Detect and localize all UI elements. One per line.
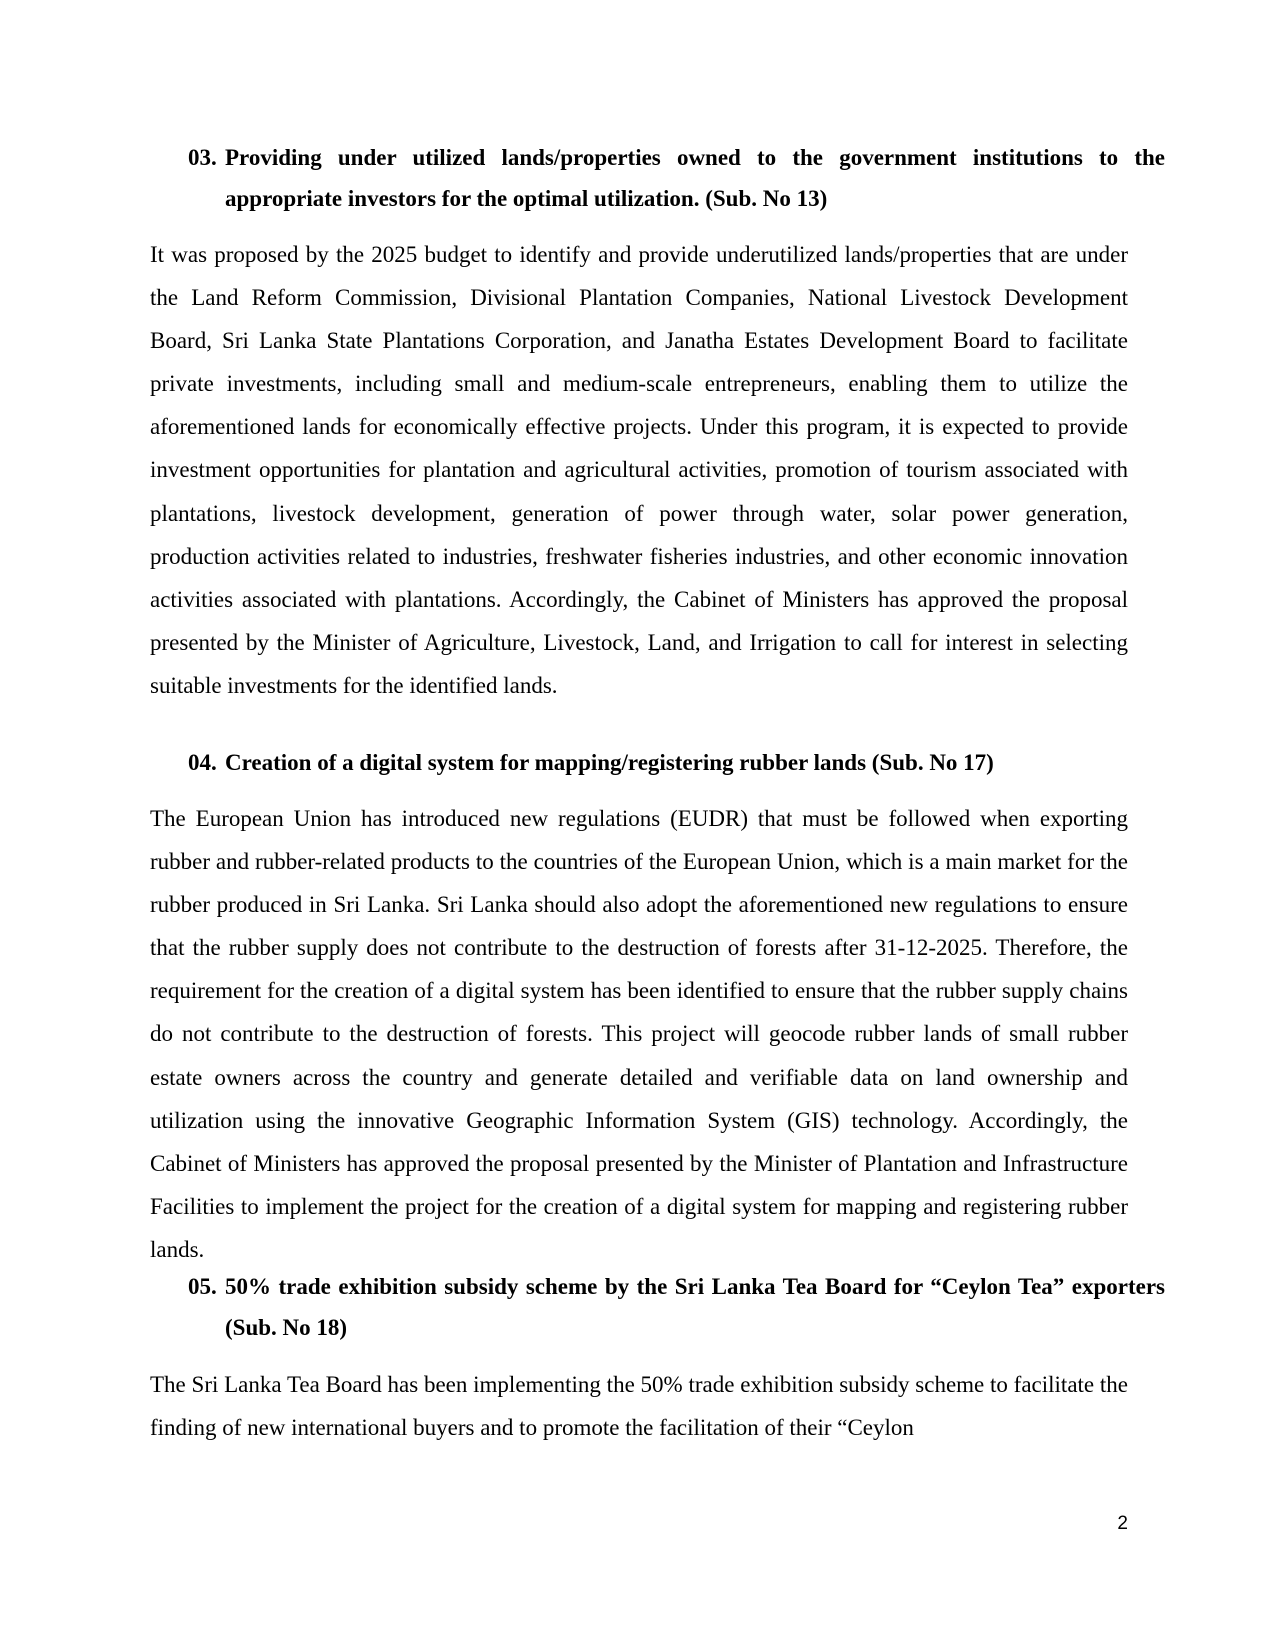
section-title: Creation of a digital system for mapping/registering rubber lands (Sub. No 17) (225, 750, 994, 775)
section-title: Providing under utilized lands/properties owned to the government institutions to the appropriate investors for the optimal utilization. (Sub. No 13) (225, 145, 1165, 211)
section-title: 50% trade exhibition subsidy scheme by the Sri Lanka Tea Board for “Ceylon Tea” exporters (Sub. No 18) (225, 1274, 1165, 1340)
section-body-04: The European Union has introduced new regulations (EUDR) that must be followed when exporting rubber and rubber-related products to the countries of the European Union, which is a main market for the rubber produced in Sri Lanka. Sri Lanka should also adopt the aforementioned new regulations to ensure that the rubber supply does not contribute to the destruction of forests after 31-12-2025. Therefore, the requirement for the creation of a digital system has been identified to ensure that the rubber supply chains do not contribute to the destruction of forests. This project will geocode rubber lands of small rubber estate owners across the country and generate detailed and verifiable data on land ownership and utilization using the innovative Geographic Information System (GIS) technology. Accordingly, the Cabinet of Ministers has approved the proposal presented by the Minister of Plantation and Infrastructure Facilities to implement the project for the creation of a digital system for mapping and registering rubber lands. (150, 806, 1128, 1262)
section-number: 04. (188, 750, 217, 775)
section-heading-05 (188, 1266, 1165, 1348)
section-body-03: It was proposed by the 2025 budget to identify and provide underutilized lands/properties that are under the Land Reform Commission, Divisional Plantation Companies, National Livestock Development Board, Sri Lanka State Plantations Corporation, and Janatha Estates Development Board to facilitate private investments, including small and medium-scale entrepreneurs, enabling them to utilize the aforementioned lands for economically effective projects. Under this program, it is expected to provide investment opportunities for plantation and agricultural activities, promotion of tourism associated with plantations, livestock development, generation of power through water, solar power generation, production activities related to industries, freshwater fisheries industries, and other economic innovation activities associated with plantations. Accordingly, the Cabinet of Ministers has approved the proposal presented by the Minister of Agriculture, Livestock, Land, and Irrigation to call for interest in selecting suitable investments for the identified lands. (150, 242, 1128, 698)
section-heading-04 (188, 742, 1165, 783)
section-heading-03 (188, 137, 1165, 219)
section-body-05: The Sri Lanka Tea Board has been implementing the 50% trade exhibition subsidy scheme to facilitate the finding of new international buyers and to promote the facilitation of their “Ceylon (150, 1372, 1128, 1441)
section-number: 03. (188, 145, 217, 170)
page-number: 2 (1117, 1513, 1128, 1534)
section-number: 05. (188, 1274, 217, 1299)
